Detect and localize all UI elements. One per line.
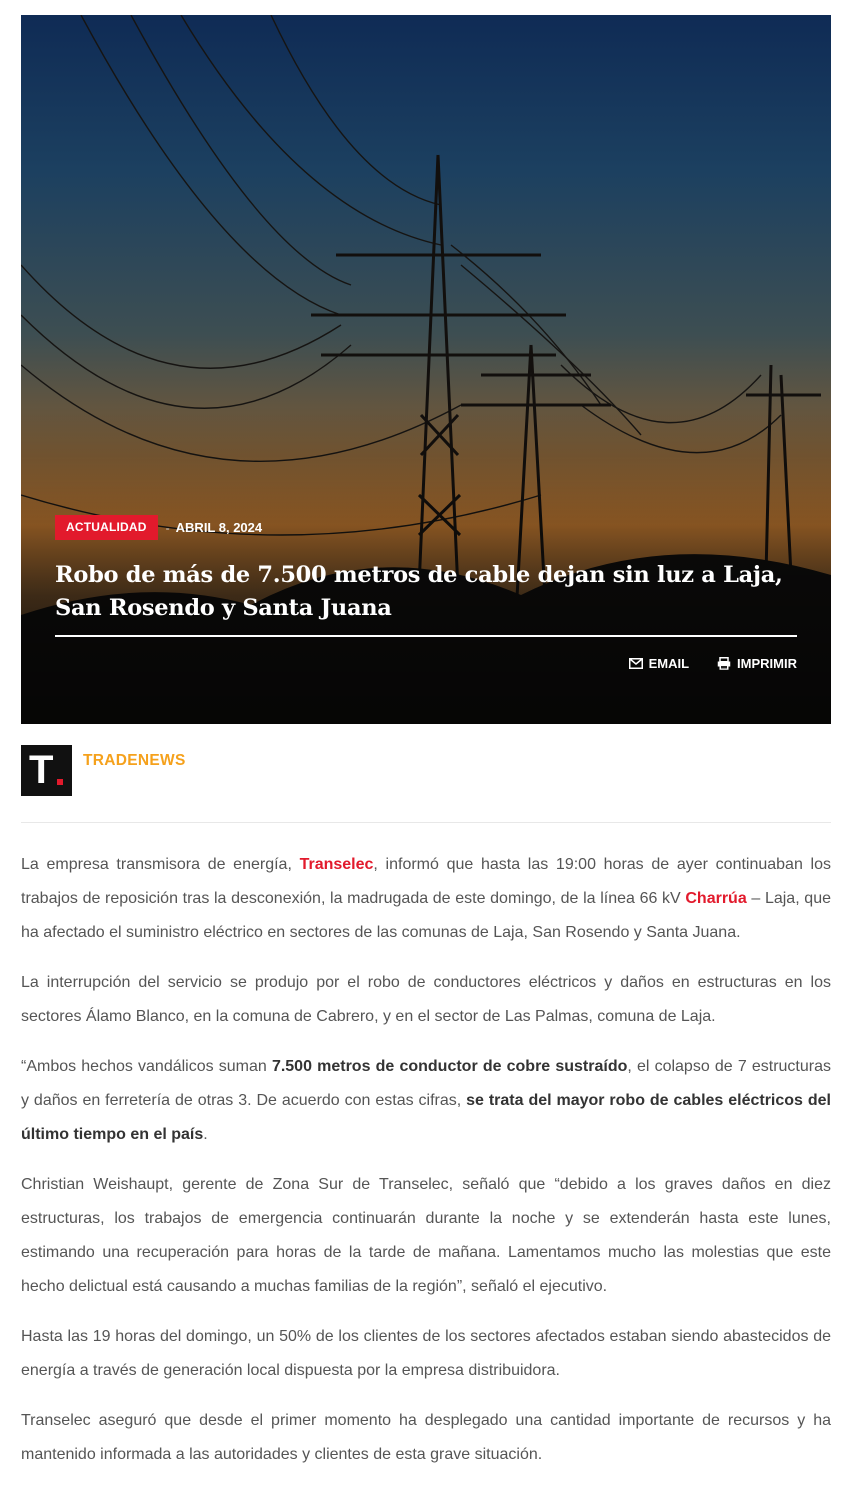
author-name-link[interactable]: TRADENEWS [83,752,186,769]
envelope-icon [629,658,643,669]
email-share-button[interactable] [629,656,689,671]
share-actions [629,656,797,671]
article-body [21,848,831,1488]
print-label: IMPRIMIR [737,656,797,671]
title-divider [55,635,797,637]
p3-text-a: “Ambos hechos vandálicos suman [21,1058,272,1075]
transelec-link[interactable]: Transelec [299,856,374,873]
p3-text-b: , el colapso de 7 estructuras y daños en ferretería de otras 3. De acuerdo con estas cifras, [21,1058,831,1109]
p1-text-a: La empresa transmisora de energía, [21,856,300,873]
post-meta [55,515,262,540]
email-share-label: EMAIL [648,656,690,671]
p3-text-c: . [203,1126,208,1143]
article-title: Robo de más de 7.500 metros de cable dejan sin luz a Laja, San Rosendo y Santa Juana [55,562,783,621]
paragraph-4: Christian Weishaupt, gerente de Zona Sur de Transelec, señaló que “debido a los graves daños en diez estructuras, los trabajos de emergencia continuarán durante la noche y se extenderán hasta este lunes, estimando una recuperación para horas de la tarde de mañana. Lamentamos mucho las molestias que este hecho delictual está causando a muchas familias de la región”, señaló el ejecutivo. [21,1176,831,1295]
paragraph-5: Hasta las 19 horas del domingo, un 50% de los clientes de los sectores afectados estaban siendo abastecidos de energía a través de generación local dispuesta por la empresa distribuidora. [21,1328,831,1379]
paragraph-1 [21,848,831,950]
paragraph-6: Transelec aseguró que desde el primer momento ha desplegado una cantidad importante de recursos y ha mantenido informada a las autoridades y clientes de esta grave situación. [21,1412,831,1463]
printer-icon [717,657,731,670]
category-badge[interactable]: ACTUALIDAD [55,515,158,540]
hero-featured-image [21,15,831,724]
post-date: ABRIL 8, 2024 [175,520,263,535]
author-avatar[interactable] [21,745,72,796]
author-box [21,745,186,796]
paragraph-3 [21,1050,831,1152]
p3-bold-2: se trata del mayor robo de cables eléctricos del último tiempo en el país [21,1092,831,1143]
meta-separator: - [165,520,170,535]
avatar-red-dot [57,779,63,785]
avatar-letter: T [29,748,54,792]
print-button[interactable] [717,656,797,671]
p1-text-c: – Laja, que ha afectado el suministro eléctrico en sectores de las comunas de Laja, San Rosendo y Santa Juana. [21,890,831,941]
p1-text-b: , informó que hasta las 19:00 horas de ayer continuaban los trabajos de reposición tras la desconexión, la madrugada de este domingo, de la línea 66 kV [21,856,831,907]
paragraph-2: La interrupción del servicio se produjo por el robo de conductores eléctricos y daños en estructuras en los sectores Álamo Blanco, en la comuna de Cabrero, y en el sector de Las Palmas, comuna de Laja. [21,974,831,1025]
charrua-link[interactable]: Charrúa [685,890,747,907]
section-divider [21,822,831,823]
p3-bold-1: 7.500 metros de conductor de cobre sustraído [271,1058,628,1075]
